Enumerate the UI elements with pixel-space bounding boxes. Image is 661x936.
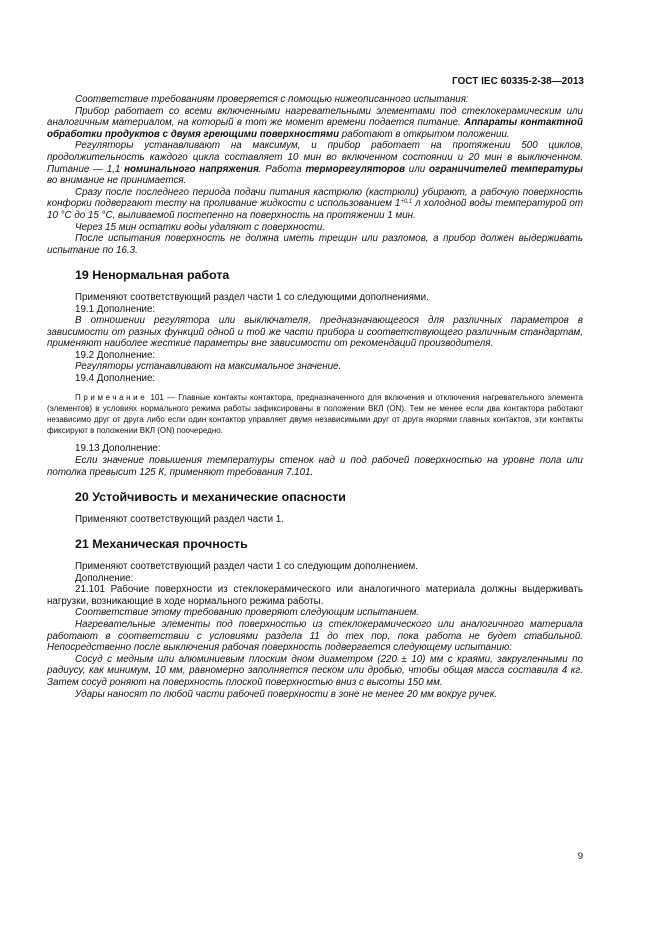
clause-number: 19.1 Дополнение:	[75, 303, 156, 315]
document-header: ГОСТ IEC 60335-2-38—2013	[451, 76, 584, 87]
section-heading: 21 Механическая прочность	[75, 537, 248, 552]
text: Регуляторы устанавливают на максимум, и прибор работает на протяжении 500 циклов, продолжительность каждого цикла составляет 10 мин во включенном состоянии и 20 мин в выключенном. Питание — 1,1	[47, 140, 583, 175]
note-label: Примечание	[75, 392, 148, 402]
text: . Работа	[258, 163, 306, 175]
paragraph	[47, 106, 583, 141]
term: Аппараты контактной обработки продуктов с двумя греющими поверхностями	[47, 117, 583, 140]
paragraph: Дополнение:	[75, 572, 134, 584]
clause-number: 19.4 Дополнение:	[75, 373, 156, 385]
section-heading: 19 Ненормальная работа	[75, 268, 230, 283]
paragraph: Применяют соответствующий раздел части 1.	[75, 513, 284, 525]
paragraph: Применяют соответствующий раздел части 1 со следующим дополнением.	[75, 561, 419, 573]
clause-number: 19.2 Дополнение:	[75, 349, 156, 361]
text: л холодной воды температурой от 10 °С до 15 °С, выливаемой постепенно на поверхность на протяжении 1 мин.	[47, 198, 583, 221]
text: во внимание не принимается.	[47, 175, 187, 187]
term: номинального напряжения	[124, 163, 259, 175]
clause-number: 19.13 Дополнение:	[75, 443, 161, 455]
paragraph: 21.101 Рабочие поверхности из стеклокерамического или аналогичного материала должны выдерживать нагрузки, возникающие в ходе нормального режима работы.	[47, 584, 583, 607]
paragraph: Регуляторы устанавливают на максимальное значение.	[75, 361, 342, 373]
paragraph: Если значение повышения температуры стенок над и под рабочей поверхностью на уровне пола или потолка превысит 125 К, применяют требования 7.101.	[47, 455, 583, 478]
section-heading: 20 Устойчивость и механические опасности	[75, 490, 346, 505]
superscript: +0,1	[400, 199, 413, 206]
page-content	[47, 94, 583, 700]
paragraph	[47, 140, 583, 186]
text: или	[405, 163, 430, 175]
paragraph	[47, 187, 583, 222]
paragraph: Соответствие этому требованию проверяют следующим испытанием.	[75, 607, 420, 619]
paragraph: Удары наносят по любой части рабочей поверхности в зоне не менее 20 мм вокруг ручек.	[75, 688, 498, 700]
text: Прибор работает со всеми включенными нагревательными элементами под стеклокерамическим или аналогичным материалом, на который в тот же момент времени подается питание.	[47, 105, 583, 129]
paragraph: В отношении регулятора или выключателя, предназначающегося для различных параметров в зависимости от разных функций одной и той же части прибора и соответствующего различным стандартам, применяют наиболее жесткие параметры вне зависимости от рекомендаций производителя.	[47, 315, 583, 350]
paragraph: Соответствие требованиям проверяется с помощью нижеописанного испытания:	[75, 94, 469, 105]
term: ограничителей температуры	[429, 163, 583, 175]
text: работают в открытом положении.	[339, 128, 510, 140]
text: Сразу после последнего периода подачи питания кастрюлю (кастрюли) убирают, а рабочую поверхность конфорки подвергают тесту на проливание жидкости с использованием 1	[47, 186, 583, 210]
term: терморегуляторов	[305, 163, 406, 175]
paragraph: Применяют соответствующий раздел части 1 со следующими дополнениями.	[75, 291, 429, 303]
note-text: 101 — Главные контакты контактора, предназначенного для включения и отключения нагревательного элемента (элементов) в условиях нормального режима работы зафиксированы в положении ВКЛ (ON). Тем не менее если два контактора работают независимо друг от друга либо если один контактор управляет двумя независимыми друг от друга якорями главных контактов, эти контакты фиксируют в положении ВКЛ (ON) поочередно.	[47, 392, 583, 436]
paragraph: Нагревательные элементы под поверхностью из стеклокерамического или аналогичного материала работают в соответствии с условиями раздела 11 до тех пор, пока работа не будет стабильной. Непосредственно после выключения рабочая поверхность подвергается следующему испытанию:	[47, 619, 583, 654]
note	[47, 392, 583, 437]
paragraph: Через 15 мин остатки воды удаляют с поверхности.	[75, 221, 326, 233]
page-number: 9	[577, 851, 583, 862]
paragraph: После испытания поверхность не должна иметь трещин или разломов, а прибор должен выдерживать испытание по 16.3.	[47, 233, 583, 256]
paragraph: Сосуд с медным или алюминиевым плоским дном диаметром (220 ± 10) мм с краями, закругленными по радиусу, как минимум, 10 мм, равномерно заполняется песком или дробью, чтобы общая масса составила 4 кг. Затем сосуд роняют на поверхность плоской поверхностью вниз с высоты 150 мм.	[47, 653, 583, 688]
